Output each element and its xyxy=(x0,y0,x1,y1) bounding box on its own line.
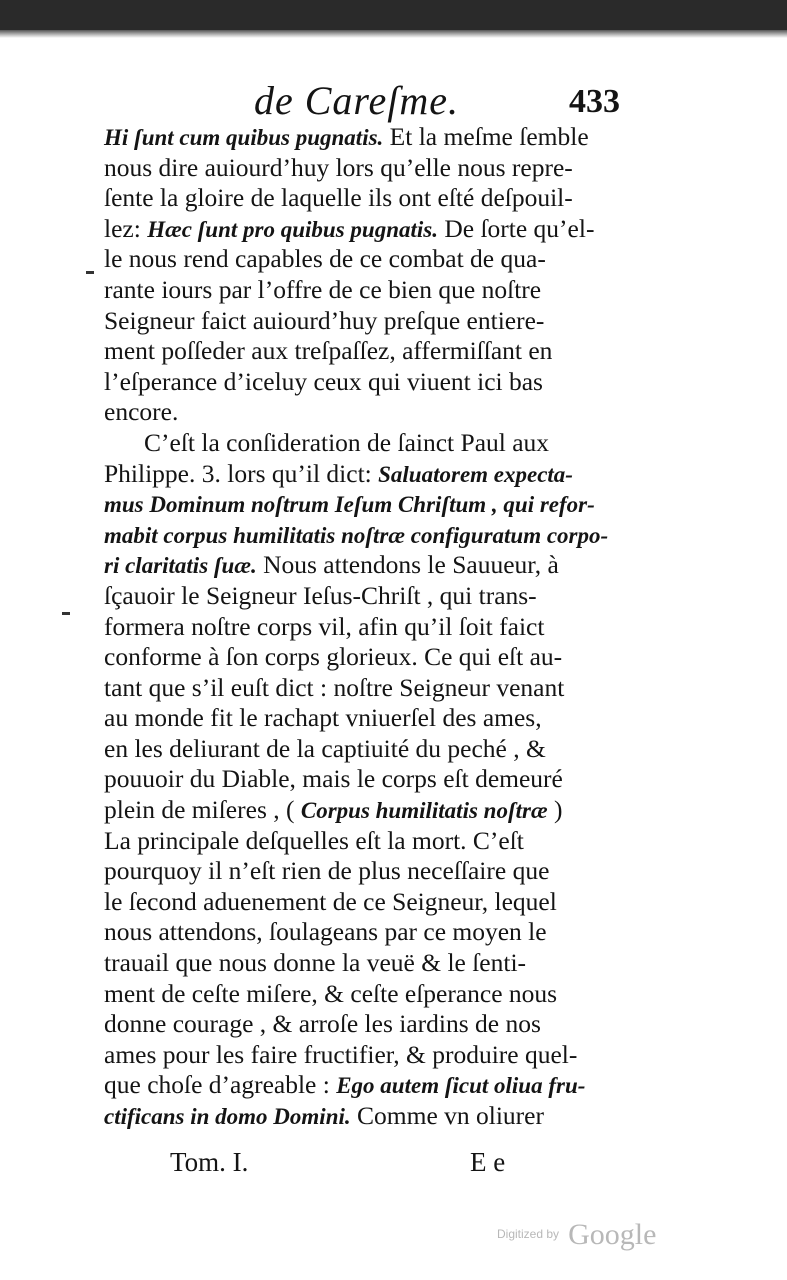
text-line xyxy=(104,489,624,520)
stray-mark xyxy=(62,612,70,615)
latin-phrase: Saluatorem expecta- xyxy=(378,461,573,487)
line-text: lez: xyxy=(104,213,148,243)
line-text: nous attendons, ſoulageans par ce moyen le xyxy=(104,917,547,947)
line-text: rante iours par l’offre de ce bien que noſtre xyxy=(104,274,542,304)
running-head xyxy=(104,80,624,122)
line-text: Et la meſme ſemble xyxy=(383,122,589,151)
line-text: le ſecond aduenement de ce Seigneur, lequel xyxy=(104,886,557,916)
line-text: l’eſperance d’iceluy ceux qui viuent ici bas xyxy=(104,366,543,396)
text-line xyxy=(104,550,624,581)
line-text: encore. xyxy=(104,397,179,427)
line-text: au monde fit le rachapt vniuerſel des ames, xyxy=(104,703,542,733)
line-text: tant que s’il euſt dict : noſtre Seigneur venant xyxy=(104,672,565,702)
text-line xyxy=(104,306,624,337)
text-line xyxy=(104,428,624,459)
page-number: 433 xyxy=(569,83,620,120)
text-line xyxy=(104,244,624,275)
text-line xyxy=(104,336,624,367)
text-line xyxy=(104,703,624,734)
line-text: ment poſſeder aux treſpaſſez, affermiſſant en xyxy=(104,336,553,366)
latin-phrase: Ego autem ſicut oliua fru- xyxy=(336,1073,586,1099)
text-line xyxy=(104,887,624,918)
latin-phrase: Corpus humilitatis noſtræ xyxy=(300,798,548,824)
line-text: Philippe. 3. lors qu’il dict: xyxy=(104,458,379,488)
line-text: Seigneur faict auiourd’huy preſque entiere- xyxy=(104,305,545,335)
digitized-watermark xyxy=(497,1218,656,1258)
latin-phrase: Hi ſunt cum quibus pugnatis. xyxy=(104,125,384,150)
line-text: Nous attendons le Sauueur, à xyxy=(256,550,559,580)
text-line xyxy=(104,734,624,765)
google-logo: Google xyxy=(568,1218,657,1251)
line-text: conforme à ſon corps glorieux. Ce qui eſt au- xyxy=(104,642,563,672)
line-text: donne courage , & arroſe les iardins de nos xyxy=(104,1009,541,1039)
line-text: ment de ceſte miſere, & ceſte eſperance nous xyxy=(104,978,558,1008)
line-text: La principale deſquelles eſt la mort. C’eſt xyxy=(104,825,524,855)
text-line xyxy=(104,459,624,490)
scan-top-bar xyxy=(0,0,787,30)
text-line xyxy=(104,122,624,153)
text-line xyxy=(104,673,624,704)
watermark-prefix: Digitized by xyxy=(497,1227,560,1241)
text-line xyxy=(104,1101,624,1132)
latin-phrase: ctificans in domo Domini. xyxy=(104,1104,351,1129)
text-line xyxy=(104,581,624,612)
line-text: ames pour les faire fructifier, & produire quel- xyxy=(104,1039,578,1069)
text-line xyxy=(104,826,624,857)
line-text: en les deliurant de la captiuité du peché , & xyxy=(104,733,546,763)
text-line xyxy=(104,1040,624,1071)
latin-phrase: Hæc ſunt pro quibus pugnatis. xyxy=(147,216,438,242)
text-line xyxy=(104,948,624,979)
line-text: le nous rend capables de ce combat de qua- xyxy=(104,244,546,274)
text-line xyxy=(104,367,624,398)
text-line xyxy=(104,917,624,948)
line-text: ſçauoir le Seigneur Ieſus-Chriſt , qui trans- xyxy=(104,580,537,610)
text-line xyxy=(104,642,624,673)
line-text: De ſorte qu’el- xyxy=(437,213,595,243)
text-line xyxy=(104,979,624,1010)
latin-phrase: mus Dominum noſtrum Ieſum Chriſtum , qui refor- xyxy=(104,492,595,518)
text-line xyxy=(104,612,624,643)
signature-volume: Tom. I. xyxy=(170,1147,249,1177)
running-title: de Careſme. xyxy=(254,78,460,123)
line-text: ſente la gloire de laquelle ils ont eſté deſpouil- xyxy=(104,183,573,213)
book-page xyxy=(104,80,624,1132)
line-text: trauail que nous donne la veuë & le ſenti- xyxy=(104,948,527,978)
line-text: Comme vn oliurer xyxy=(350,1101,544,1130)
text-line xyxy=(104,764,624,795)
line-text: pourquoy il n’eſt rien de plus neceſſaire que xyxy=(104,856,550,886)
text-line xyxy=(104,795,624,826)
line-text: nous dire auiourd’huy lors qu’elle nous repre- xyxy=(104,152,573,182)
text-line xyxy=(104,153,624,184)
line-text: formera noſtre corps vil, afin qu’il ſoit faict xyxy=(104,611,545,641)
signature-mark: E e xyxy=(470,1147,506,1177)
line-text: C’eſt la conſideration de ſainct Paul aux xyxy=(144,427,550,457)
text-line xyxy=(104,856,624,887)
line-text: plein de miſeres , ( xyxy=(104,795,301,825)
line-text: pouuoir du Diable, mais le corps eſt demeuré xyxy=(104,764,563,794)
body-text xyxy=(104,122,624,1132)
latin-phrase: mabit corpus humilitatis noſtræ configuratum corpo- xyxy=(104,522,609,548)
stray-mark xyxy=(86,271,94,274)
line-text: ) xyxy=(547,795,563,825)
text-line xyxy=(104,397,624,428)
text-line xyxy=(104,1009,624,1040)
scan-top-edge xyxy=(0,30,787,38)
text-line xyxy=(104,520,624,551)
line-text: que choſe d’agreable : xyxy=(104,1070,337,1100)
page-footer xyxy=(170,1147,530,1187)
text-line xyxy=(104,214,624,245)
latin-phrase: ri claritatis ſuæ. xyxy=(104,553,257,579)
text-line xyxy=(104,275,624,306)
text-line xyxy=(104,1070,624,1101)
text-line xyxy=(104,183,624,214)
